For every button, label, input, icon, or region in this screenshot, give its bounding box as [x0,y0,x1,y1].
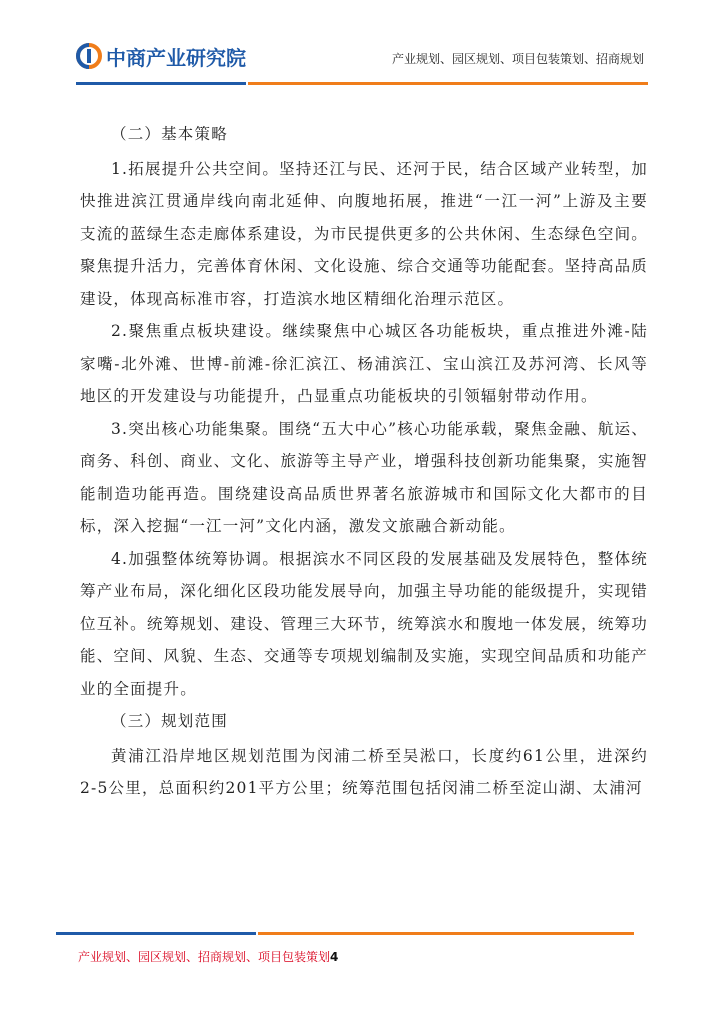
paragraph-strategy-1: 1.拓展提升公共空间。坚持还江与民、还河于民，结合区域产业转型，加快推进滨江贯通岸线向南北延伸、向腹地拓展，推进“一江一河”上游及主要支流的蓝绿生态走廊体系建设，为市民提供更多的公共休闲、生态绿色空间。聚焦提升活力，完善体育休闲、文化设施、综合交通等功能配套。坚持高品质建设，体现高标准市容，打造滨水地区精细化治理示范区。 [80,159,648,308]
logo-mark-icon [76,43,102,69]
company-logo [76,42,246,70]
logo-text: 中商产业研究院 [106,45,246,70]
header-tagline: 产业规划、园区规划、项目包装策划、招商规划 [391,52,644,66]
page-footer [78,948,338,965]
footer-tagline: 产业规划、园区规划、招商规划、项目包装策划 [78,950,331,964]
paragraph-strategy-4: 4.加强整体统筹协调。根据滨水不同区段的发展基础及发展特色，整体统筹产业布局，深化细化区段功能发展导向，加强主导功能的能级提升，实现错位互补。统筹规划、建设、管理三大环节，统筹滨水和腹地一体发展，统筹功能、空间、风貌、生态、交通等专项规划编制及实施，实现空间品质和功能产业的全面提升。 [80,549,648,698]
footer-divider-orange [258,932,634,935]
page-header [0,0,724,90]
footer-divider-blue [56,932,256,935]
section-heading-scope: （三）规划范围 [111,712,228,730]
paragraph-scope-1: 黄浦江沿岸地区规划范围为闵浦二桥至吴淞口，长度约61公里，进深约2-5公里，总面积约201平方公里；统筹范围包括闵浦二桥至淀山湖、太浦河 [80,746,648,797]
header-divider-blue [76,82,246,85]
paragraph-strategy-2: 2.聚焦重点板块建设。继续聚焦中心城区各功能板块，重点推进外滩-陆家嘴-北外滩、世博-前滩-徐汇滨江、杨浦滨江、宝山滨江及苏河湾、长风等地区的开发建设与功能提升，凸显重点功能板块的引领辐射带动作用。 [80,322,648,405]
page-number: 4 [330,950,339,964]
document-body [80,118,648,805]
paragraph-strategy-3: 3.突出核心功能集聚。围绕“五大中心”核心功能承载，聚焦金融、航运、商务、科创、商业、文化、旅游等主导产业，增强科技创新功能集聚，实施智能制造功能再造。围绕建设高品质世界著名旅游城市和国际文化大都市的目标，深入挖掘“一江一河”文化内涵，激发文旅融合新动能。 [80,419,648,535]
section-heading-strategy: （二）基本策略 [111,125,228,143]
header-divider-orange [248,82,648,85]
